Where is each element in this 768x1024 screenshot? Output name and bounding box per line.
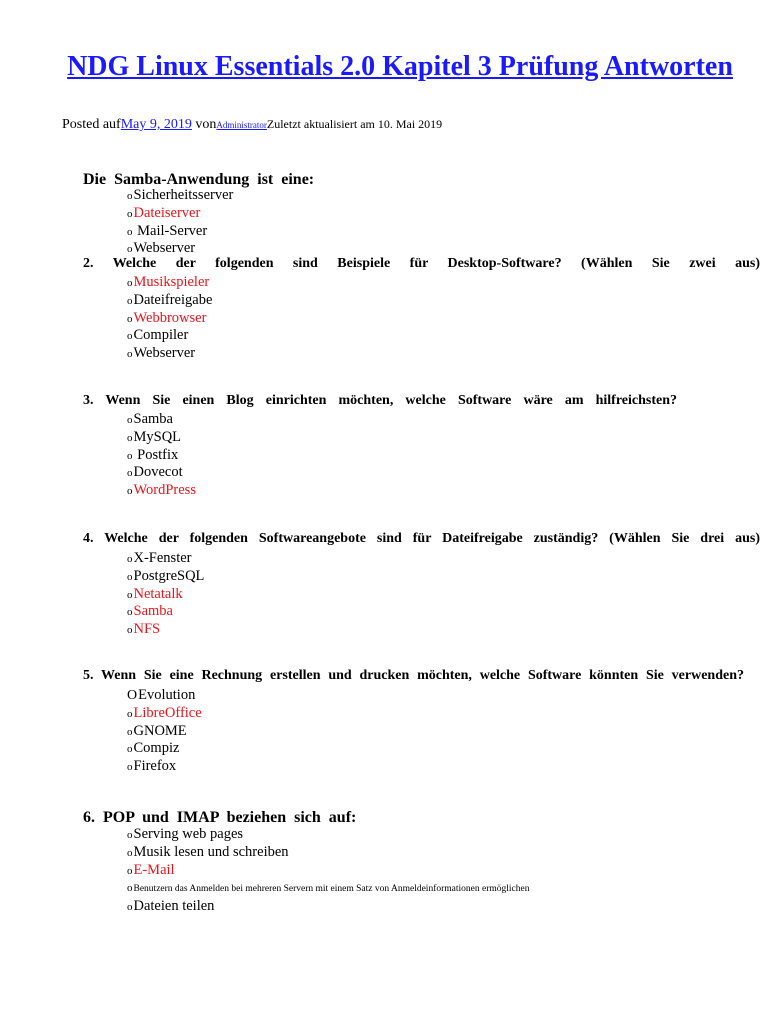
option[interactable]: oCompiler — [127, 327, 189, 344]
options-5 — [127, 687, 202, 776]
date-link[interactable]: May 9, 2019 — [120, 117, 192, 132]
option-correct[interactable]: oLibreOffice — [127, 704, 202, 721]
option-correct[interactable]: oNetatalk — [127, 585, 183, 602]
options-2 — [127, 274, 212, 363]
updated-text: Zuletzt aktualisiert am 10. Mai 2019 — [266, 117, 443, 131]
posted-label: Posted auf — [62, 117, 121, 132]
question-1: Die Samba-Anwendung ist eine: — [83, 171, 315, 188]
option-correct[interactable]: oWordPress — [127, 482, 196, 499]
option[interactable]: oWebserver — [127, 240, 196, 257]
question-6: 6. POP und IMAP beziehen sich auf: — [83, 809, 357, 826]
page-title — [60, 50, 740, 84]
option-correct[interactable]: oNFS — [127, 621, 161, 638]
post-meta — [62, 117, 442, 133]
option[interactable]: OEvolution — [127, 687, 196, 703]
option[interactable]: oX-Fenster — [127, 550, 192, 566]
option[interactable]: oMusik lesen und schreiben — [127, 843, 289, 860]
options-4 — [127, 550, 204, 639]
title-link[interactable]: NDG Linux Essentials 2.0 Kapitel 3 Prüfung Antworten — [67, 51, 733, 82]
question-3: 3. Wenn Sie einen Blog einrichten möchten, welche Software wäre am hilfreichsten? — [83, 393, 677, 408]
option-correct[interactable]: oE-Mail — [127, 861, 175, 878]
option[interactable]: oDovecot — [127, 464, 183, 481]
option[interactable]: oBenutzern das Anmelden bei mehreren Servern mit einem Satz von Anmeldeinformationen ermöglichen — [127, 882, 530, 895]
option[interactable]: oWebserver — [127, 345, 196, 362]
option-correct[interactable]: oSamba — [127, 603, 173, 620]
option[interactable]: oSicherheitsserver — [127, 187, 234, 203]
question-4: 4. Welche der folgenden Softwareangebote sind für Dateifreigabe zuständig? (Wählen Sie drei aus) — [83, 531, 760, 546]
option[interactable]: oGNOME — [127, 722, 187, 739]
question-2: 2. Welche der folgenden sind Beispiele für Desktop-Software? (Wählen Sie zwei aus) — [83, 256, 760, 271]
option[interactable]: oSamba — [127, 411, 173, 427]
question-5: 5. Wenn Sie eine Rechnung erstellen und drucken möchten, welche Software könnten Sie verwenden? — [83, 668, 744, 683]
options-1 — [127, 187, 233, 258]
option[interactable]: oPostgreSQL — [127, 567, 205, 584]
von-label: von — [195, 117, 217, 132]
option[interactable]: oServing web pages — [127, 826, 244, 842]
options-6 — [127, 826, 529, 916]
author-link[interactable]: Administrator — [216, 120, 267, 130]
options-3 — [127, 411, 196, 500]
option[interactable]: oCompiz — [127, 740, 180, 757]
option-correct[interactable]: oWebbrowser — [127, 309, 207, 326]
option-correct[interactable]: oMusikspieler — [127, 274, 210, 290]
option[interactable]: oDateifreigabe — [127, 291, 213, 308]
option[interactable]: o Mail-Server — [127, 222, 208, 239]
option[interactable]: o Postfix — [127, 446, 179, 463]
option[interactable]: oFirefox — [127, 758, 177, 775]
option[interactable]: oMySQL — [127, 428, 182, 445]
option-correct[interactable]: oDateiserver — [127, 204, 201, 221]
option[interactable]: oDateien teilen — [127, 898, 215, 915]
